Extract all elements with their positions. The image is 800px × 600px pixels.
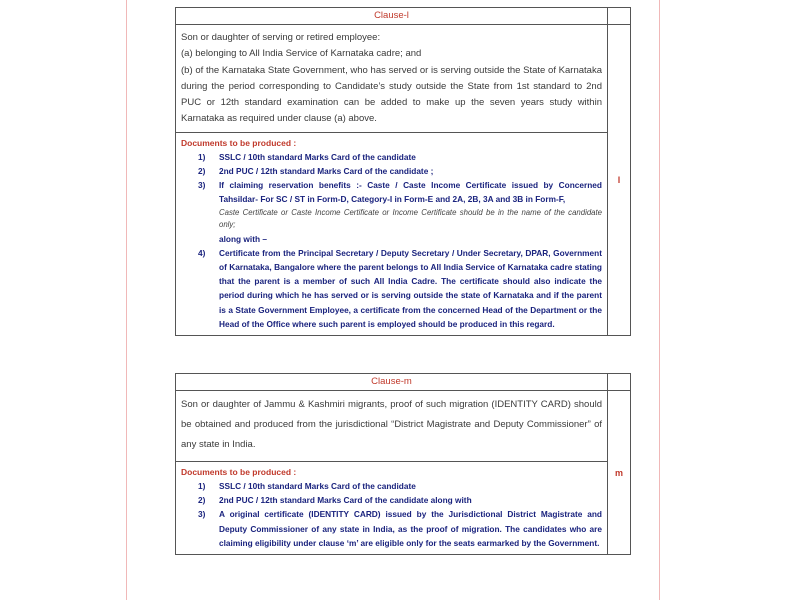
- item-number: 2): [198, 165, 206, 176]
- list-item: [181, 150, 602, 164]
- item-number: 1): [198, 151, 206, 162]
- item-text: A original certificate (IDENTITY CARD) issued by the Jurisdictional District Magistrate and Deputy Commissioner of any state in India, as the proof of migration. The candidates who are claiming eligibility under clause ‘m’ are eligible only for the seats earmarked by the Government.: [219, 509, 602, 548]
- item-number: 2): [198, 495, 206, 506]
- list-item: [181, 479, 602, 493]
- item-extra: along with –: [219, 233, 267, 244]
- clause-m-intro-line: Son or daughter of Jammu & Kashmiri migrants, proof of such migration (IDENTITY CARD) should be obtained and produced from the jurisdictional “District Magistrate and Deputy Commissioner” of any state in India.: [181, 399, 602, 450]
- item-text: Certificate from the Principal Secretary / Deputy Secretary / Under Secretary, DPAR, Government of Karnataka, Bangalore where the parent belongs to All India Service of Karnataka cadre stating that the parent is a member of such All India Cadre. The certificate should also indicate the period during which he has served or is serving outside the state of Karnataka and if the parent is a State Government Employee, a certificate from the concerned Head of the Department or the Head of the Office where such parent is employed should be produced in this regard.: [219, 247, 602, 329]
- clause-m-intro: [176, 391, 607, 461]
- item-note: Caste Certificate or Caste Income Certificate or Income Certificate should be in the name of the candidate only;: [219, 207, 602, 230]
- item-text: 2nd PUC / 12th standard Marks Card of the candidate along with: [219, 495, 472, 506]
- clause-l-intro-line: (a) belonging to All India Service of Karnataka cadre; and: [181, 48, 422, 60]
- clause-l-body: [176, 25, 608, 336]
- clause-m-documents-title: Documents to be produced :: [181, 467, 297, 477]
- clause-l-intro: [176, 25, 607, 132]
- item-text: SSLC / 10th standard Marks Card of the candidate: [219, 151, 416, 162]
- clause-m-documents-list: [181, 479, 602, 550]
- clause-m-heading: Clause-m: [176, 374, 608, 391]
- item-number: 3): [198, 180, 206, 191]
- clause-l-documents: [176, 132, 607, 335]
- clause-m-heading-side-cell: [608, 374, 631, 391]
- list-item: [181, 164, 602, 178]
- item-number: 4): [198, 247, 206, 258]
- page-margin-right: [659, 0, 660, 600]
- clause-m-body: [176, 391, 608, 555]
- item-text: SSLC / 10th standard Marks Card of the candidate: [219, 481, 416, 491]
- clause-l-side-letter: l: [608, 25, 631, 336]
- item-text: If claiming reservation benefits :- Caste / Caste Income Certificate issued by Concerned Tahsildar- For SC / ST in Form-D, Category-I in Form-E and 2A, 2B, 3A and 3B in Form-F,: [219, 180, 602, 205]
- clause-m-documents: [176, 461, 607, 554]
- page-margin-left: [126, 0, 127, 600]
- clause-l-table: [175, 7, 631, 336]
- clause-m-table: [175, 373, 631, 555]
- clause-m-side-letter: m: [608, 391, 631, 555]
- list-item: [181, 493, 602, 507]
- item-number: 1): [198, 481, 206, 491]
- list-item: [181, 246, 602, 331]
- clause-l-intro-line: (b) of the Karnataka State Government, who has served or is serving outside the State of Karnataka during the period corresponding to Candidate’s study outside the State from 1st standard to 2nd PUC or 12th standard examination can be added to make up the seven years study within Karnataka as required under clause (a) above.: [181, 64, 602, 125]
- clause-l-heading: Clause-l: [176, 8, 608, 25]
- clause-l-intro-line: Son or daughter of serving or retired employee:: [181, 32, 381, 43]
- item-number: 3): [198, 509, 206, 520]
- clause-l-documents-title: Documents to be produced :: [181, 137, 297, 148]
- item-text: 2nd PUC / 12th standard Marks Card of the candidate ;: [219, 165, 434, 176]
- list-item: [181, 178, 602, 246]
- clause-l-documents-list: [181, 150, 602, 331]
- clause-l-heading-side-cell: [608, 8, 631, 25]
- list-item: [181, 507, 602, 550]
